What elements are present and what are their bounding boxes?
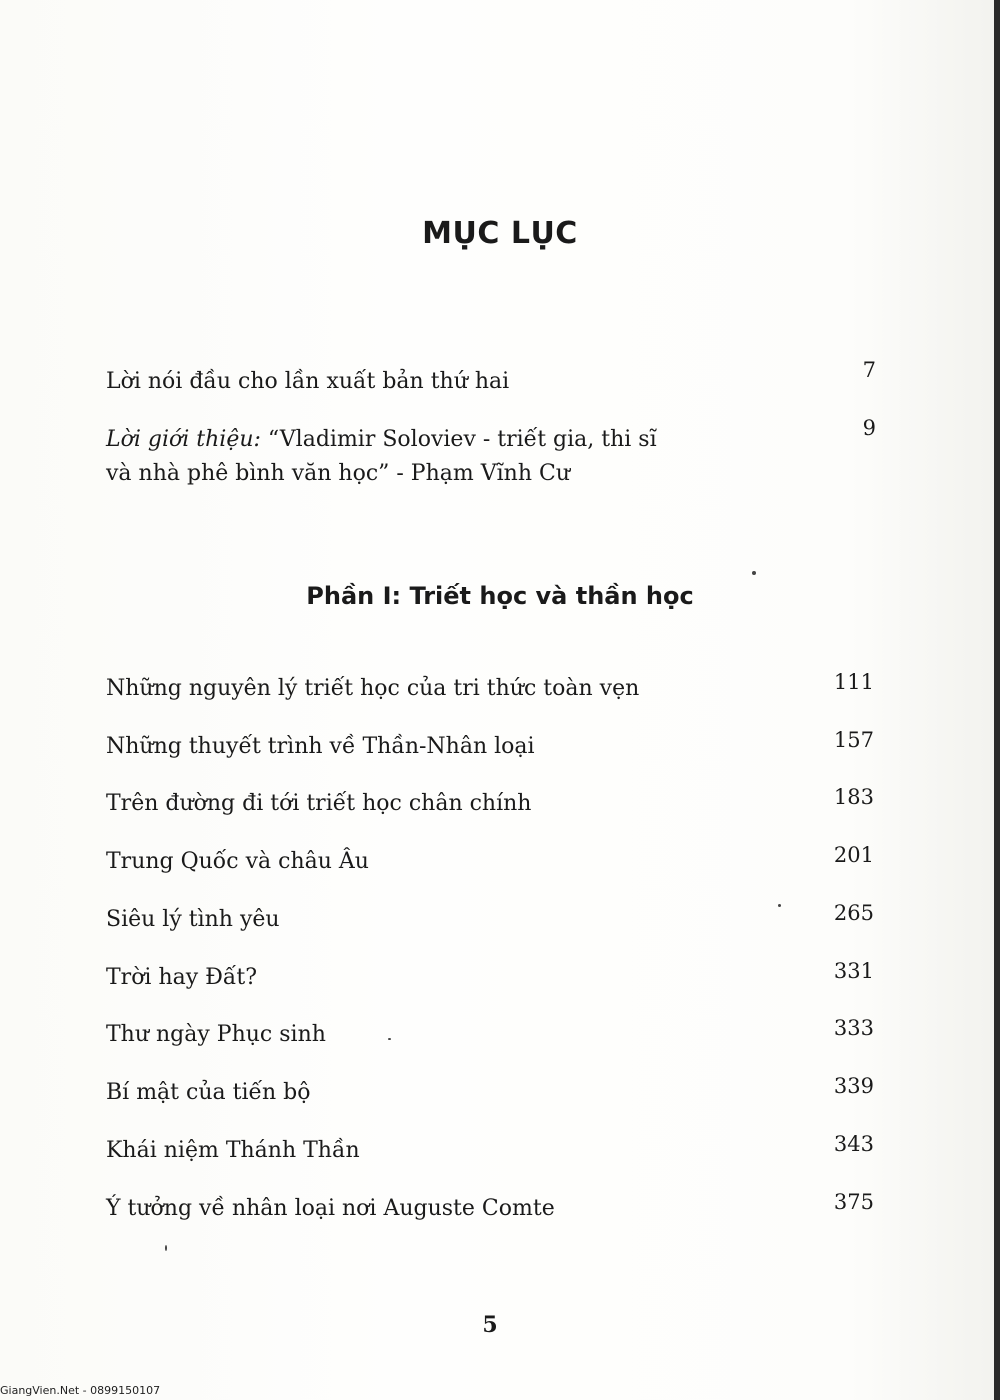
front-entry-page: 7 [862,358,876,382]
toc-entry [106,1190,874,1230]
toc-entry [106,1132,874,1172]
toc-entry [106,728,874,768]
front-entry-page: 9 [862,416,876,440]
toc-entry-page: 339 [833,1074,874,1098]
toc-entry [106,901,874,941]
page-edge-shadow [994,0,1000,1400]
toc-entry-page: 183 [833,785,874,809]
front-entry-body: “Vladimir Soloviev - triết gia, thi sĩ và nhà phê bình văn học” - Phạm Vĩnh Cư [106,427,657,486]
toc-entry-text: Siêu lý tình yêu [106,907,280,932]
toc-entry-page: 201 [833,843,874,867]
page-title: MỤC LỤC [422,216,578,251]
front-entry-text [106,423,666,491]
toc-entry-page: 111 [833,670,874,694]
toc-entry [106,959,874,999]
front-entry-italic-prefix: Lời giới thiệu: [106,427,261,452]
front-entry-text: Lời nói đầu cho lần xuất bản thứ hai [106,369,510,394]
print-speck [778,904,781,907]
toc-entry-text: Trên đường đi tới triết học chân chính [106,791,532,816]
toc-entry-page: 375 [833,1190,874,1214]
toc-entry-text: Bí mật của tiến bộ [106,1080,311,1105]
toc-entry-text: Những thuyết trình về Thần-Nhân loại [106,734,535,759]
toc-entry-page: 331 [833,959,874,983]
toc-entry-text: Trung Quốc và châu Âu [106,849,369,874]
footer-watermark: GiangVien.Net - 0899150107 [0,1384,161,1397]
print-speck [388,1038,391,1040]
toc-entry-text: Thư ngày Phục sinh [106,1022,326,1047]
toc-entry [106,785,874,825]
toc-entry-text: Những nguyên lý triết học của tri thức toàn vẹn [106,676,640,701]
page-number: 5 [482,1312,498,1338]
section-title: Phần I: Triết học và thần học [306,582,694,610]
toc-entry-page: 157 [833,728,874,752]
toc-entry [106,1016,874,1056]
toc-entry [106,1074,874,1114]
toc-entry [106,843,874,883]
toc-entry-text: Trời hay Đất? [106,965,258,990]
toc-entry-page: 343 [833,1132,874,1156]
toc-entry-text: Khái niệm Thánh Thần [106,1138,360,1163]
front-entry-introduction [106,416,876,491]
print-speck [165,1245,167,1251]
toc-entry-page: 265 [833,901,874,925]
front-entry-preface [106,358,876,399]
toc-entry [106,670,874,710]
toc-entry-page: 333 [833,1016,874,1040]
toc-entry-text: Ý tưởng về nhân loại nơi Auguste Comte [106,1196,555,1221]
print-speck [752,571,756,575]
